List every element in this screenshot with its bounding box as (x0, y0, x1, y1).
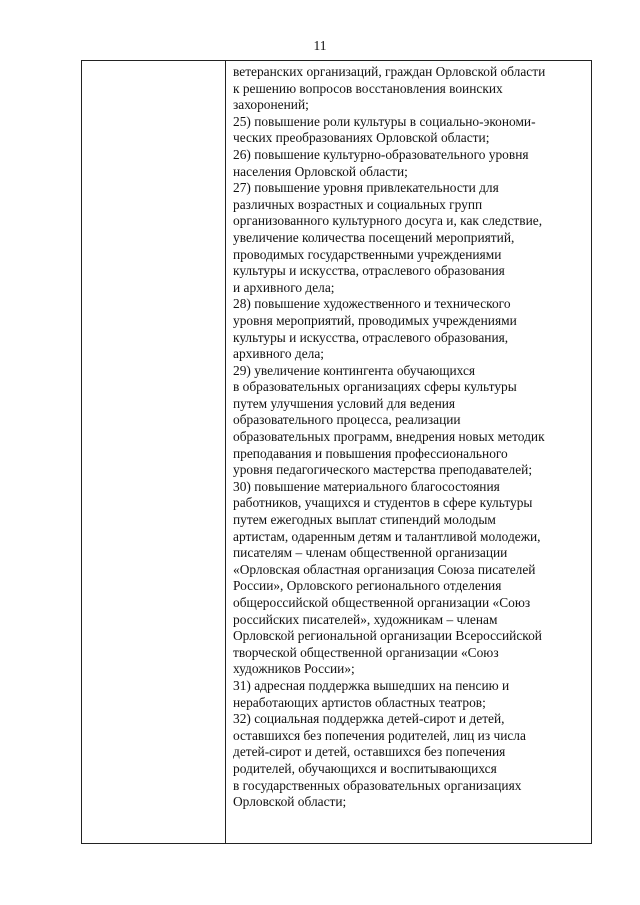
text-line: 25) повышение роли культуры в социально-экономи- (233, 113, 536, 129)
text-line: 27) повышение уровня привлекательности для (233, 180, 499, 196)
table-right-cell (233, 64, 591, 811)
text-line: 28) повышение художественного и технического (233, 296, 511, 312)
text-line: артистам, одаренным детям и талантливой молодежи, (233, 528, 541, 544)
text-line: проводимых государственными учреждениями (233, 246, 502, 262)
text-line: уровня мероприятий, проводимых учреждениями (233, 312, 517, 328)
text-line: Орловской региональной организации Всероссийской (233, 628, 542, 644)
text-line: России», Орловского регионального отделения (233, 578, 502, 594)
text-line: и архивного дела; (233, 279, 335, 295)
text-line: культуры и искусства, отраслевого образования, (233, 329, 509, 345)
text-line: уровня педагогического мастерства преподавателей; (233, 462, 533, 478)
column-divider (225, 61, 226, 843)
text-line: «Орловская областная организация Союза писателей (233, 561, 536, 577)
document-table (81, 60, 592, 844)
text-line: захоронений; (233, 97, 309, 113)
text-line: детей-сирот и детей, оставшихся без попечения (233, 744, 506, 760)
text-line: родителей, обучающихся и воспитывающихся (233, 760, 497, 776)
text-line: ческих преобразованиях Орловской области; (233, 130, 490, 146)
text-line: 32) социальная поддержка детей-сирот и детей, (233, 711, 505, 727)
text-line: организованного культурного досуга и, как следствие, (233, 213, 543, 229)
text-line: ветеранских организаций, граждан Орловской области (233, 64, 546, 79)
page-number: 11 (313, 38, 327, 53)
text-line: 26) повышение культурно-образовательного уровня (233, 146, 529, 162)
text-line: в государственных образовательных организациях (233, 777, 522, 793)
text-line: преподавания и повышения профессионального (233, 445, 508, 461)
text-line: работников, учащихся и студентов в сфере культуры (233, 495, 533, 511)
text-line: различных возрастных и социальных групп (233, 196, 483, 212)
text-line: путем ежегодных выплат стипендий молодым (233, 512, 496, 528)
text-line: путем улучшения условий для ведения (233, 395, 456, 411)
text-line: культуры и искусства, отраслевого образования (233, 263, 505, 279)
text-line: к решению вопросов восстановления воинских (233, 80, 503, 96)
text-line: 30) повышение материального благосостояния (233, 478, 500, 494)
text-line: оставшихся без попечения родителей, лиц из числа (233, 727, 526, 743)
text-line: в образовательных организациях сферы культуры (233, 379, 517, 395)
text-line: 29) увеличение контингента обучающихся (233, 362, 476, 378)
text-line: образовательного процесса, реализации (233, 412, 461, 428)
text-line: увеличение количества посещений мероприятий, (233, 229, 515, 245)
table-left-cell (82, 61, 225, 843)
text-line: российских писателей», художникам – членам (233, 611, 498, 627)
text-line: неработающих артистов областных театров; (233, 694, 486, 710)
text-line: Орловской области; (233, 794, 347, 810)
text-line: творческой общественной организации «Союз (233, 644, 499, 660)
text-line: 31) адресная поддержка вышедших на пенсию и (233, 677, 510, 693)
text-line: общероссийской общественной организации «Союз (233, 595, 531, 610)
text-line: художников России»; (233, 661, 355, 677)
text-line: образовательных программ, внедрения новых методик (233, 429, 545, 445)
text-line: архивного дела; (233, 346, 324, 362)
text-line: писателям – членам общественной организации (233, 545, 508, 561)
text-line: населения Орловской области; (233, 163, 408, 179)
